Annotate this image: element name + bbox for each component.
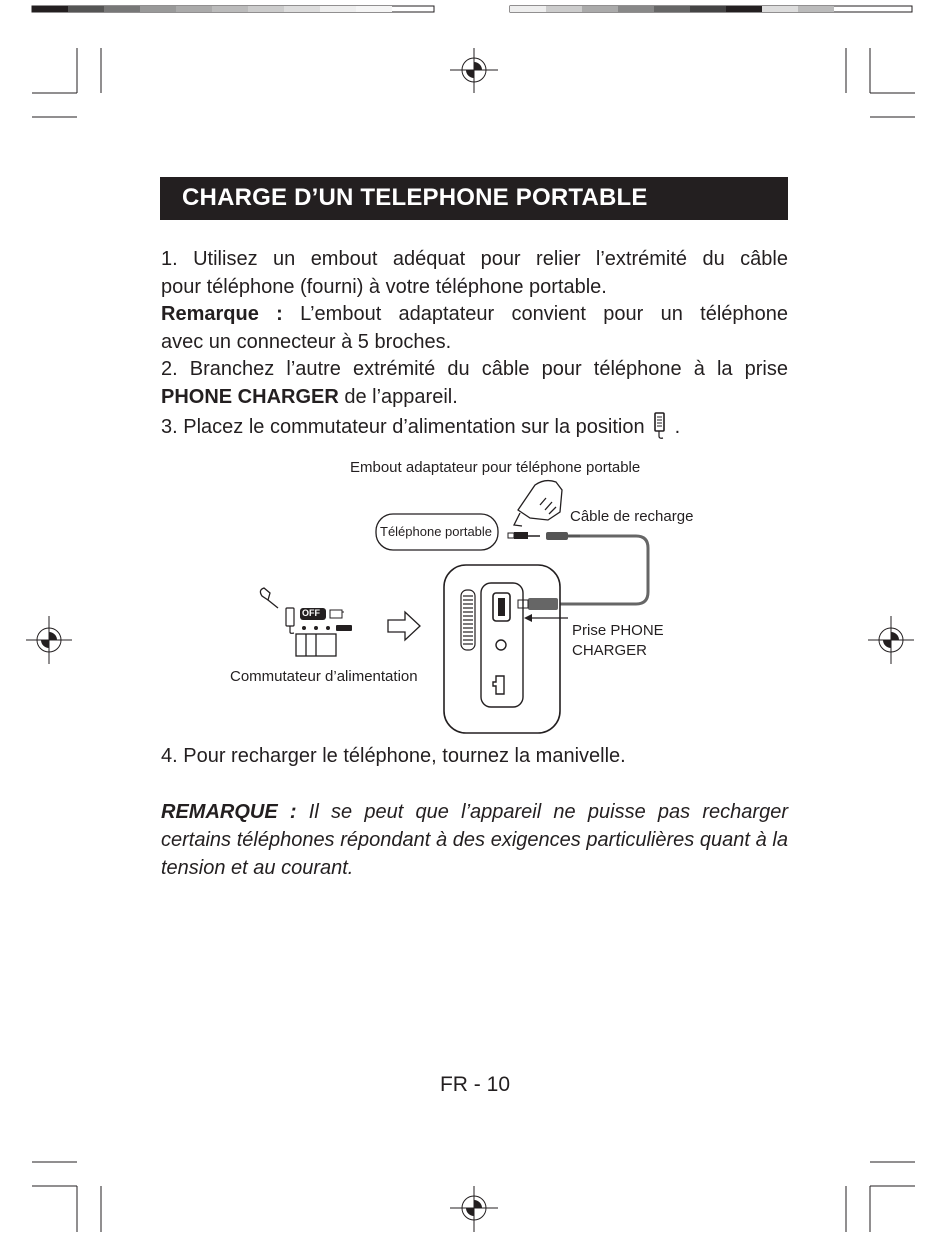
switch-label: Commutateur d’alimentation — [230, 668, 418, 685]
remark-line-2: avec un connecteur à 5 broches. — [161, 330, 452, 353]
step-3-end: . — [674, 416, 681, 438]
socket-label-line-2: CHARGER — [572, 642, 648, 659]
power-switch — [296, 634, 336, 656]
socket-pointer-arrow — [524, 614, 568, 622]
adapter-plug-icon — [508, 532, 540, 539]
step-1-line-1: 1. Utilisez un embout adéquat pour relier l’extrémité du câble — [161, 248, 788, 270]
step-3-text: 3. Placez le commutateur d’alimentation sur la position — [161, 416, 645, 438]
switch-phone-icon — [286, 608, 294, 633]
dial-icon — [463, 596, 473, 644]
cable-connector-icon — [546, 532, 580, 540]
switch-off-text: OFF — [302, 608, 320, 618]
page-title: CHARGE D’UN TELEPHONE PORTABLE — [182, 184, 648, 211]
step-2-rest: de l’appareil. — [338, 385, 458, 408]
socket-label-line-1: Prise PHONE — [572, 622, 664, 639]
step-1-line-2: pour téléphone (fourni) à votre téléphone portable. — [161, 275, 607, 298]
battery-icon — [330, 610, 344, 618]
radio-device — [444, 565, 560, 733]
charging-cable — [560, 536, 648, 604]
step-2-line-1: 2. Branchez l’autre extrémité du câble pour téléphone à la prise — [161, 358, 788, 380]
remark-label: Remarque : — [161, 303, 283, 325]
page-number: FR - 10 — [439, 1073, 510, 1096]
direction-arrow-icon — [388, 612, 420, 640]
switch-position-dots — [302, 625, 352, 631]
note-label: REMARQUE : — [161, 801, 297, 823]
adapter-label: Embout adaptateur pour téléphone portable — [350, 459, 641, 476]
remark-text: L’embout adaptateur convient pour un téléphone — [282, 303, 789, 325]
note-text: Il se peut que l’appareil ne puisse pas recharger certains téléphones répondant à des exigences particulières quant à la tension et au courant. — [161, 801, 788, 879]
step-4-text: 4. Pour recharger le téléphone, tournez la manivelle. — [161, 745, 626, 767]
phone-charger-label: PHONE CHARGER — [161, 385, 339, 408]
phone-label: Téléphone portable — [380, 524, 493, 539]
cable-label: Câble de recharge — [570, 508, 694, 525]
device-plug-icon — [518, 598, 558, 610]
step-4 — [161, 743, 788, 771]
hand-icon — [514, 481, 562, 526]
remark-note — [161, 798, 788, 882]
switch-key-icon — [260, 588, 278, 608]
